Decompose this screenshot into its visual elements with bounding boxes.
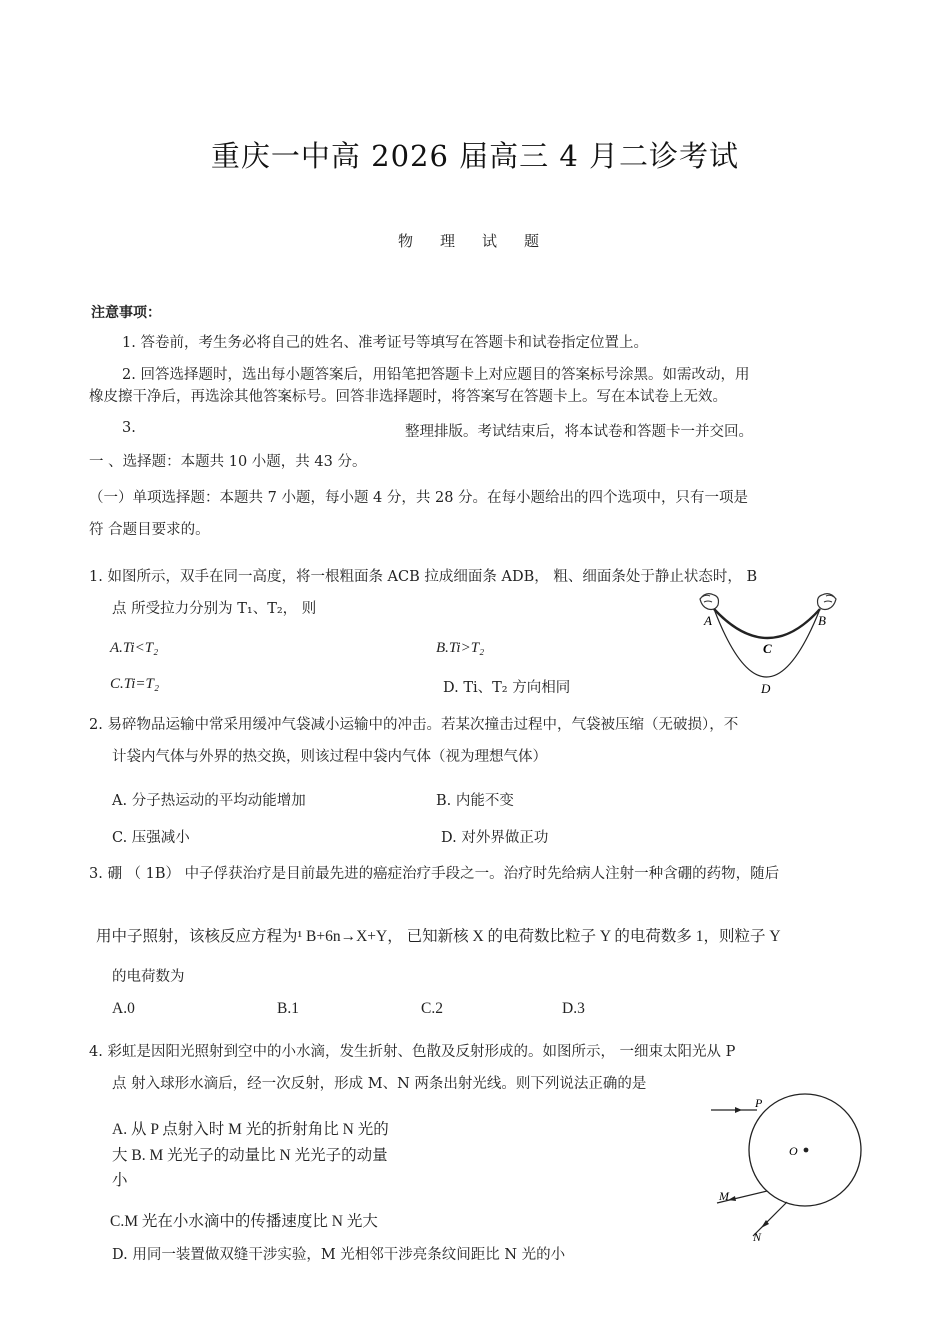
figure-label-m: M: [719, 1189, 729, 1203]
q2-option-b: B. 内能不变: [436, 793, 514, 809]
q2-stem-line-2: 计袋内气体与外界的热交换，则该过程中袋内气体（视为理想气体）: [112, 749, 547, 765]
right-hand-icon: [818, 594, 837, 610]
q4-water-drop-figure: [705, 1090, 865, 1250]
q4-option-d: D. 用同一装置做双缝干涉实验，M 光相邻干涉亮条纹间距比 N 光的小: [112, 1247, 566, 1263]
q1-stem-line-2: 点 所受拉力分别为 T₁、T₂， 则: [112, 601, 317, 617]
q2-option-a: A. 分子热运动的平均动能增加: [112, 793, 306, 809]
q4-option-a-line-3: 小: [112, 1172, 128, 1189]
thick-noodle-curve: [714, 609, 820, 638]
section-instructions-line-1: （一）单项选择题：本题共 7 小题，每小题 4 分，共 28 分。在每小题给出的四个选项中，只有一项是: [89, 490, 749, 506]
q2-stem-line-1: 2. 易碎物品运输中常采用缓冲气袋减小运输中的冲击。若某次撞击过程中，气袋被压缩（无破损），不: [89, 717, 739, 733]
q3-option-d: D.3: [562, 1000, 585, 1017]
left-hand-icon: [700, 594, 719, 610]
q1-noodle-figure: [690, 585, 850, 700]
q1-option-b: B.Ti>T₂: [436, 640, 485, 656]
q3-option-c: C.2: [421, 1000, 443, 1017]
q4-option-a-line-1: A. 从 P 点射入时 M 光的折射角比 N 光的: [112, 1121, 389, 1138]
q1-option-a: A.Ti<T₂: [110, 640, 159, 656]
q1-option-d: D. Ti、T₂ 方向相同: [443, 680, 571, 696]
figure-label-b: B: [818, 613, 826, 628]
notice-item-2-line-1: 2. 回答选择题时，选出每小题答案后，用铅笔把答题卡上对应题目的答案标号涂黑。如需改动，用: [122, 367, 750, 383]
center-point: [804, 1148, 809, 1153]
section-instructions-line-2: 符 合题目要求的。: [89, 522, 210, 538]
notice-item-1: 1. 答卷前，考生务必将自己的姓名、准考证号等填写在答题卡和试卷指定位置上。: [122, 335, 648, 351]
section-heading: 一 、选择题：本题共 10 小题，共 43 分。: [89, 454, 367, 470]
incident-arrow-icon: [735, 1107, 742, 1113]
q4-option-c: C.M 光在小水滴中的传播速度比 N 光大: [110, 1213, 378, 1230]
q3-stem-line-2: 用中子照射，该核反应方程为¹ B+6n→X+Y， 已知新核 X 的电荷数比粒子 Y 的电荷数多 1，则粒子 Y: [96, 928, 781, 945]
notice-item-3-number: 3.: [122, 420, 136, 436]
q4-stem-line-1: 4. 彩虹是因阳光照射到空中的小水滴，发生折射、色散及反射形成的。如图所示， 一细束太阳光从 P: [89, 1044, 736, 1060]
q2-option-c: C. 压强减小: [112, 830, 190, 846]
page-title: 重庆一中高 2026 届高三 4 月二诊考试: [210, 139, 740, 173]
q3-option-b: B.1: [277, 1000, 299, 1017]
figure-label-p: P: [755, 1096, 763, 1110]
figure-label-a: A: [704, 613, 712, 628]
figure-label-n: N: [753, 1230, 762, 1244]
q3-option-a: A.0: [112, 1000, 135, 1017]
notice-item-3-text: 整理排版。考试结束后，将本试卷和答题卡一并交回。: [405, 424, 753, 440]
q2-option-d: D. 对外界做正功: [441, 830, 549, 846]
q3-stem-line-1: 3. 硼 （ 1B） 中子俘获治疗是目前最先进的癌症治疗手段之一。治疗时先给病人注射一种含硼的药物，随后: [89, 866, 780, 882]
q3-stem-line-3: 的电荷数为: [112, 969, 185, 985]
figure-label-o: O: [789, 1144, 798, 1158]
q4-stem-line-2: 点 射入球形水滴后，经一次反射，形成 M、N 两条出射光线。则下列说法正确的是: [112, 1076, 647, 1092]
figure-label-d: D: [761, 681, 771, 696]
q1-option-c: C.Ti=T₂: [110, 676, 160, 692]
page-subtitle: 物理试题: [397, 232, 566, 250]
notice-heading: 注意事项：: [91, 305, 161, 321]
q4-option-a-line-2: 大 B. M 光光子的动量比 N 光光子的动量: [112, 1147, 388, 1164]
figure-label-c: C: [763, 641, 772, 656]
notice-item-2-line-2: 橡皮擦干净后，再选涂其他答案标号。回答非选择题时，将答案写在答题卡上。写在本试卷上无效。: [89, 389, 727, 405]
q1-stem-line-1: 1. 如图所示，双手在同一高度，将一根粗面条 ACB 拉成细面条 ADB， 粗、细面条处于静止状态时， B: [89, 569, 758, 585]
